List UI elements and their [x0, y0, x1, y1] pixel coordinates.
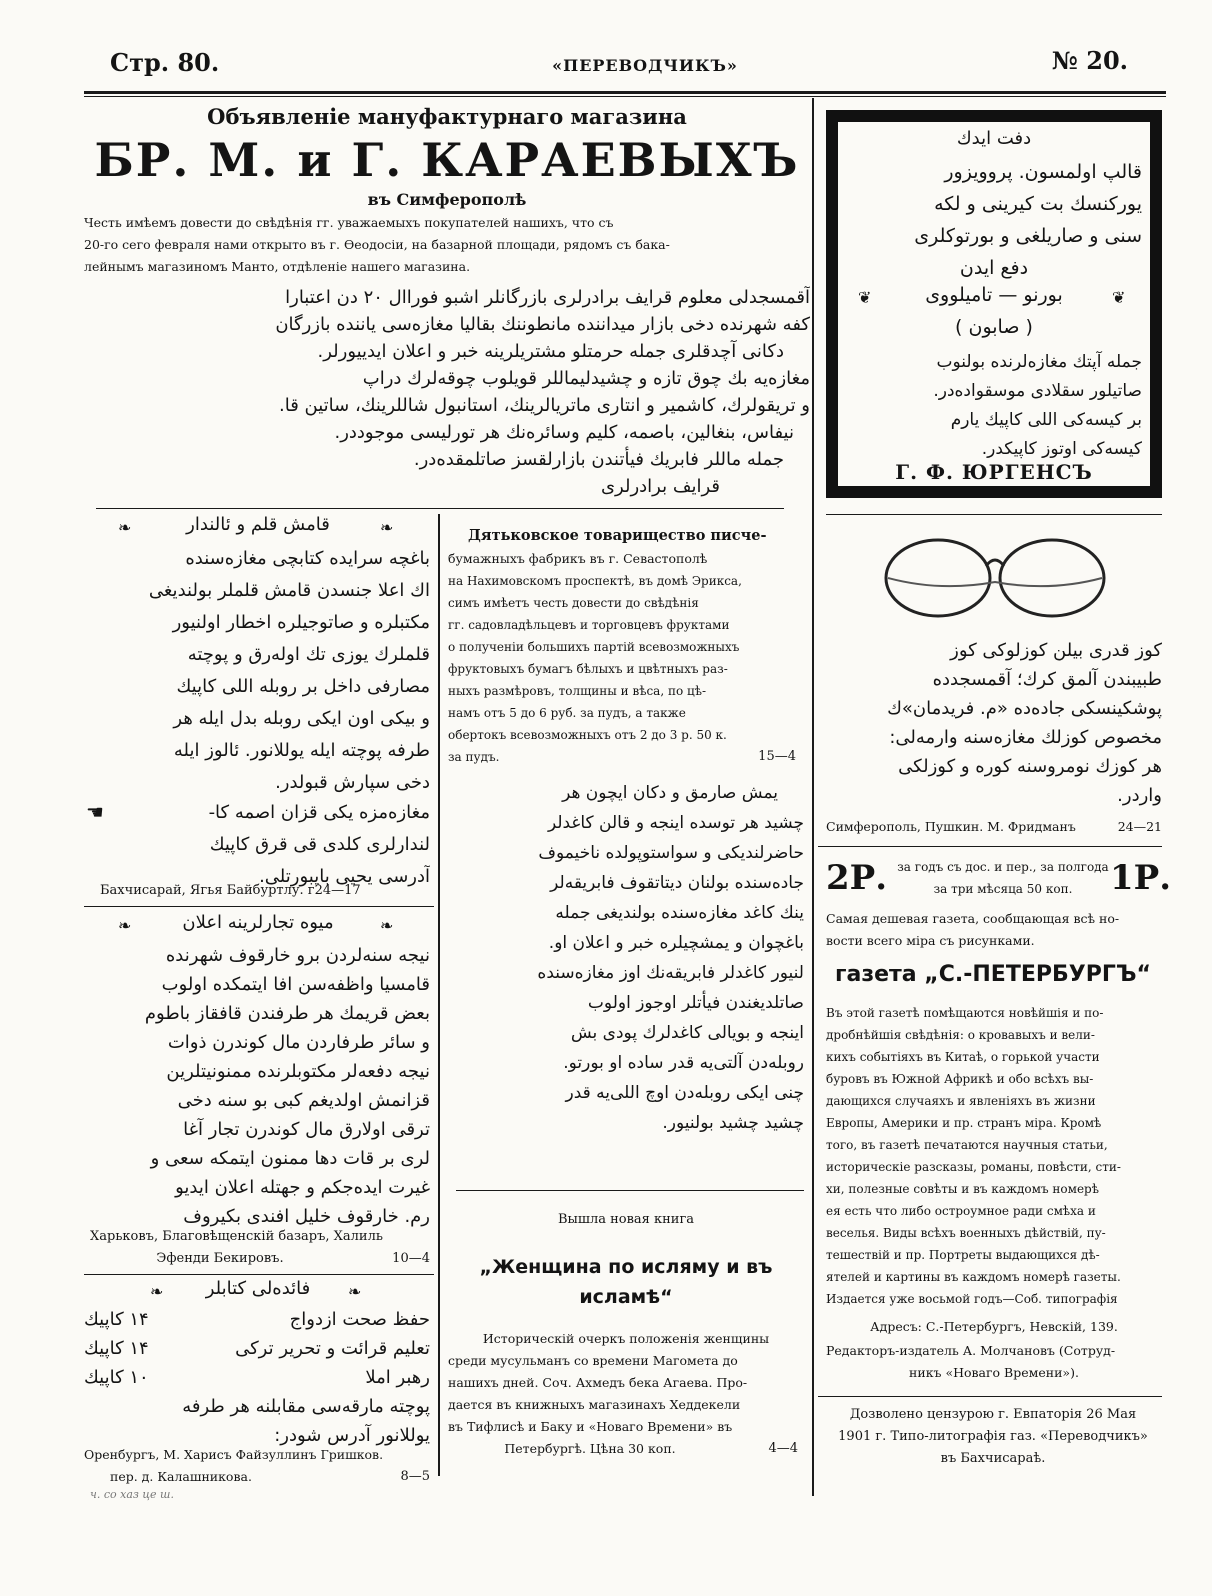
paper-tatar-line: روبله‌دن آلتی‌یه قدر ساده او بورتو.	[563, 1053, 804, 1073]
spb-body-line: того, въ газетѣ печатаются научныя статьи,	[826, 1138, 1108, 1152]
paper-line: гг. садовладѣльцевъ и торговцевъ фруктами	[448, 618, 730, 632]
book-notice-line: нашихъ дней. Соч. Ахмедъ бека Агаева. Про-	[448, 1375, 748, 1390]
eyeglasses-icon	[880, 526, 1110, 622]
soap-product: بورنو — تامیلووی	[925, 284, 1063, 306]
pen-heading: قامش قلم و ئالندار	[186, 514, 330, 535]
soap-line: سنی و صاریلغی و بورتوکلری	[914, 225, 1142, 247]
paper-line: бумажныхъ фабрикъ въ г. Севастополѣ	[448, 551, 708, 566]
imprint-line: въ Бахчисараѣ.	[940, 1451, 1046, 1466]
book-title: تعلیم قرائت و تحریر ترکی	[235, 1338, 430, 1359]
fruit-footer: Эфенди Бекировъ.	[156, 1251, 284, 1266]
karaev-tatar-line: و تریقولرك، کاشمیر و انتاری ماتریالرینك، استانبول شاللرینك، ساتین قا.	[278, 395, 810, 416]
paper-line: симъ имѣетъ честь довести до свѣдѣнія	[448, 596, 699, 610]
spb-body-line: Издается уже восьмой годъ—Соб. типографія	[826, 1292, 1118, 1306]
paper-tatar-line: چشید هر توسده اینجه و قالن کاغدلر	[547, 813, 804, 833]
fruit-code: 10—4	[392, 1251, 430, 1266]
spb-body-line: ятелей и картины въ каждомъ номерѣ газеты.	[826, 1270, 1121, 1284]
imprint-line: Дозволено цензурою г. Евпаторія 26 Мая	[849, 1407, 1137, 1422]
karaev-tatar-line: دکانی آچدقلری جمله حرمتلو مشتریلرینه خبر و اعلان ایدییورلر.	[317, 341, 784, 362]
spb-title: газета „С.-ПЕТЕРБУРГЪ“	[835, 962, 1151, 987]
spb-body-line: дающихся случаяхъ и явленіяхъ въ жизни	[826, 1094, 1096, 1108]
pen-line: آدرسی یحیی بایبورتلی.	[259, 866, 430, 887]
ornament-icon: ❧	[348, 1282, 362, 1301]
soap-heading: دفت ایدك	[956, 128, 1032, 149]
book-notice-kicker: Вышла новая книга	[557, 1212, 695, 1227]
imprint-line: 1901 г. Типо-литографія газ. «Переводчикъ»	[838, 1429, 1148, 1444]
paper-line: фруктовыхъ бумагъ бѣлыхъ и цвѣтныхъ раз-	[448, 662, 728, 676]
spb-body-line: тешествій и пр. Портреты выдающихся дѣ-	[826, 1248, 1100, 1262]
glasses-line: واردر.	[1117, 785, 1162, 806]
pen-line: مصارفی داخل بر روبله اللی کاپیك	[176, 676, 430, 697]
karaev-bottom-rule	[96, 508, 784, 509]
fruit-line: و سائر طرفاردن مال کوندرن ذوات	[167, 1032, 430, 1053]
glasses-line: کوز قدری بیلن کوزلوکی کوز	[950, 640, 1162, 661]
books-code: 8—5	[400, 1469, 430, 1484]
pen-line: مغازه‌مزه یکی قزان اصمه کا-	[208, 802, 430, 823]
glasses-code: 24—21	[1117, 819, 1162, 834]
paper-line: намъ отъ 5 до 6 руб. за пудъ, а также	[448, 706, 686, 720]
books-footer: пер. д. Калашникова.	[110, 1469, 252, 1484]
paper-tatar-line: چنی ایکی روبله‌دن اوچ اللی‌یه قدر	[565, 1083, 804, 1103]
book-price: ۱۴ کاپیك	[84, 1338, 149, 1359]
karaev-tatar-line: آقمسجدلی معلوم قرایف برادرلری بازرگانلر اشبو فوراال ۲۰ دن اعتبارا	[285, 287, 810, 308]
soap-line: صاتیلور سقلادی موسقواده‌در.	[933, 381, 1142, 401]
soap-line: دفع ایدن	[959, 257, 1029, 279]
paper-bottom-rule	[456, 1190, 804, 1191]
book-notice-code: 4—4	[768, 1441, 798, 1456]
karaev-russian-line: 20-го сего февраля нами открыто въ г. Ѳеодосіи, на базарной площади, рядомъ съ бака-	[84, 237, 670, 252]
karaev-tatar-line: نیفاس، بنغالین، باصمه، کلیم وسائره‌نك هر تورلیسی موجوددر.	[334, 422, 794, 443]
price-halfyear: 1Р.	[1110, 858, 1172, 898]
fruit-line: رم. خارقوف خلیل افندی بکیروف	[183, 1206, 430, 1227]
spb-bottom-rule	[818, 1396, 1162, 1397]
paper-line: Дятьковское товарищество писче-	[468, 527, 767, 544]
paper-tatar-line: لنیور کاغدلر فابریقه‌نك اوز مغازه‌سنده	[537, 963, 804, 983]
spb-body-line: Въ этой газетѣ помѣщаются новѣйшія и по-	[826, 1006, 1104, 1020]
karaev-tatar-line: کفه شهرنده دخی بازار میداننده مانطوننك بقالیا مغازه‌سی یاننده بازرگان	[275, 314, 810, 335]
soap-line: بر کیسه‌کی اللی کاپیك یارم	[950, 410, 1142, 430]
book-notice-line: въ Тифлисѣ и Баку и «Новаго Времени» въ	[448, 1419, 733, 1434]
fruit-line: قزانمش اولدیغم کبی بو سنه دخی	[177, 1090, 430, 1111]
handwritten-note: ч. со хаз це ш.	[90, 1488, 174, 1501]
price-year: 2Р.	[826, 858, 888, 898]
pen-line: لندارلری کلدی قی قرق کاپیك	[209, 834, 430, 855]
glasses-line: طبیبندن آلمق کرك؛ آقمسجدده	[932, 669, 1162, 690]
spb-terms: за годъ съ дос. и пер., за полгода	[897, 860, 1109, 874]
book-notice-line: Историческій очеркъ положенія женщины	[482, 1331, 770, 1346]
fruit-line: نیجه سنه‌لردن برو خارقوف شهرنده	[165, 945, 430, 966]
fruit-line: غیرت ایده‌جکم و جهتله اعلان ایدیو	[175, 1177, 430, 1198]
header-rule	[84, 91, 1166, 94]
ornament-icon: ❧	[150, 1282, 164, 1301]
spb-body-line: кихъ событіяхъ въ Китаѣ, о горькой участи	[826, 1050, 1100, 1064]
karaev-russian-line: лейнымъ магазиномъ Манто, отдѣленіе нашего магазина.	[84, 259, 471, 274]
fruit-line: نیجه دفعه‌لر مکتوبلرنده ممنونیتلرین	[166, 1061, 430, 1082]
paper-line: обертокъ всевозможныхъ отъ 2 до 3 р. 50 к.	[448, 728, 727, 742]
pen-line: طرفه پوچته ایله یوللانور. ئالوز ایله	[173, 740, 430, 761]
spb-editor: никъ «Новаго Времени»).	[909, 1365, 1079, 1380]
karaev-russian-line: Честь имѣемъ довести до свѣдѣнія гг. уважаемыхъ покупателей нашихъ, что съ	[84, 215, 614, 230]
spb-body-line: веселья. Виды всѣхъ военныхъ дѣйствій, пу-	[826, 1226, 1106, 1240]
fruit-bottom-rule	[84, 1274, 434, 1275]
newspaper-title: «ПЕРЕВОДЧИКЪ»	[552, 56, 738, 75]
soap-advertisement	[826, 110, 1162, 498]
books-line: پوچته مارقه‌سی مقابلنه هر طرفه	[182, 1396, 430, 1417]
soap-line: قالپ اولمسون. پروویزور	[944, 161, 1142, 183]
fruit-line: قامسیا واظفه‌سن افا ایتمکده اولوب	[161, 974, 430, 995]
issue-number: № 20.	[1051, 46, 1128, 75]
karaev-brand: БР. М. и Г. КАРАЕВЫХЪ	[94, 133, 800, 187]
page-number: Стр. 80.	[110, 48, 220, 77]
paper-tatar-line: جاده‌سنده بولنان دیتاتقوف فابریقه‌لر	[550, 873, 804, 893]
spb-tagline: Самая дешевая газета, сообщающая всѣ но-	[826, 911, 1120, 926]
book-title: حفظ صحت ازدواج	[289, 1309, 430, 1330]
books-line: یوللانور آدرس شودر:	[274, 1425, 430, 1446]
books-footer: Оренбургъ, М. Харисъ Файзуллинъ Гришков.	[84, 1447, 384, 1462]
spb-tagline: вости всего міра съ рисунками.	[826, 933, 1035, 948]
pointing-hand-icon: ☚	[86, 800, 104, 824]
karaev-tatar-line: مغازه‌یه بك چوق تازه و چشیدلیماللر قویلوب چوقه‌لرك دراپ	[362, 368, 810, 389]
paper-tatar-line: اینجه و بویالی کاغدلرك پودی بش	[570, 1023, 804, 1043]
paper-tatar-line: یمش صارمق و دکان ایچون هر	[562, 783, 778, 803]
fruit-heading: میوه تجارلرینه اعلان	[182, 912, 334, 933]
spb-body-line: ея есть что либо остроумное ради смѣха и	[826, 1204, 1096, 1218]
soap-line: جمله آپتك مغازه‌لرنده بولنوب	[936, 352, 1142, 372]
paper-code: 15—4	[758, 749, 796, 764]
soap-bottom-rule	[826, 514, 1162, 515]
glasses-footer: Симферополь, Пушкин. М. Фридманъ	[826, 819, 1076, 834]
fruit-line: ترقی اولارق مال کوندرن تجار آغا	[183, 1119, 430, 1140]
spb-body-line: Европы, Америки и пр. странъ міра. Кромѣ	[826, 1116, 1102, 1130]
ornament-icon: ❧	[118, 518, 132, 537]
pen-line: مکتبلره و صاتوجیلره اخطار اولنیور	[172, 612, 430, 633]
spb-terms: за три мѣсяца 50 коп.	[933, 882, 1073, 896]
pen-line: و بیکی اون ایکی روبله بدل ایله هر	[173, 708, 430, 729]
paper-tatar-line: چشید چشید بولنیور.	[662, 1113, 804, 1133]
spb-address: Адресъ: С.-Петербургъ, Невскій, 139.	[870, 1319, 1118, 1334]
paper-line: ныхъ размѣровъ, толщины и вѣса, по цѣ-	[448, 684, 706, 698]
fruit-line: بعض قریمك هر طرفندن قافقاز باطوم	[144, 1003, 430, 1024]
book-notice-title: „Женщина по исляму и въ	[479, 1256, 773, 1278]
glasses-line: هر کوزك نومرو‌سنه کوره و کوزلکی	[898, 756, 1162, 777]
paper-line: на Нахимовскомъ проспектѣ, въ домѣ Эрикса,	[448, 574, 742, 588]
ornament-icon: ❧	[380, 916, 394, 935]
book-price: ۱۰ کاپیك	[84, 1367, 149, 1388]
karaev-heading: Объявленіе мануфактурнаго магазина	[207, 104, 687, 129]
spb-body-line: буровъ въ Южной Африкѣ и обо всѣхъ вы-	[826, 1072, 1094, 1086]
soap-line: یورکنسك بت کیرینی و لکه	[934, 193, 1142, 215]
books-heading: فائده‌لی کتابلر	[205, 1278, 311, 1299]
ornament-icon: ❧	[380, 518, 394, 537]
paper-line: за пудъ.	[448, 750, 500, 764]
book-notice-line: Петербургѣ. Цѣна 30 коп.	[504, 1441, 676, 1456]
paper-tatar-line: ینك کاغد مغازه‌سنده بولندیغی جمله	[555, 903, 804, 923]
pen-line: اك اعلا جنسدن قامش قلملر بولندیغی	[148, 580, 430, 601]
karaev-signature: قرایف برادرلری	[600, 476, 720, 497]
ornament-icon: ❧	[118, 916, 132, 935]
book-title: رهبر املا	[365, 1367, 430, 1388]
soap-product-sub: ( صابون )	[955, 316, 1033, 338]
pen-line: قلملرك یوزی تك اوله‌رق و پوچته	[187, 644, 430, 665]
spb-body-line: дробнѣйшія свѣдѣнія: о кровавыхъ и вели-	[826, 1028, 1095, 1042]
header-rule-thin	[84, 96, 1166, 97]
paper-tatar-line: حاضرلندیکی و سواستوپولده ناخیموف	[538, 843, 804, 863]
pen-bottom-rule	[84, 906, 434, 907]
book-price: ۱۴ کاپیك	[84, 1309, 149, 1330]
karaev-location: въ Симферополѣ	[367, 190, 527, 209]
ornament-icon: ❦	[858, 288, 872, 307]
fruit-line: لری بر قات دها ممنون ایتمکه سعی و	[150, 1148, 430, 1169]
spb-editor: Редакторъ-издатель А. Молчановъ (Сотруд-	[826, 1343, 1116, 1358]
soap-line: کیسه‌کی اوتوز کاپیکدر.	[981, 439, 1142, 459]
book-notice-line: среди мусульманъ со времени Магомета до	[448, 1353, 738, 1368]
pen-footer: Бахчисарай, Ягья Байбуртлу. г24—17	[100, 883, 361, 898]
spb-body-line: хи, полезные совѣты и въ каждомъ номерѣ	[826, 1182, 1099, 1196]
column-rule-left	[438, 514, 440, 1476]
glasses-line: پوشکینسکی جاده‌ده «م. فریدمان»ك	[887, 698, 1162, 719]
column-rule-right	[812, 98, 814, 1496]
book-notice-line: дается въ книжныхъ магазинахъ Хеддекели	[448, 1397, 741, 1412]
book-notice-title: исламѣ“	[579, 1286, 673, 1308]
ornament-icon: ❦	[1112, 288, 1126, 307]
spb-body-line: историческіе разсказы, романы, повѣсти, сти-	[826, 1160, 1121, 1174]
pen-line: دخی سپارش قبولدر.	[275, 772, 430, 793]
paper-tatar-line: صاتلدیغندن فیأتلر اوجوز اولوب	[587, 993, 804, 1013]
pen-line: باغچه سرایده کتابچی مغازه‌سنده	[185, 548, 430, 569]
paper-tatar-line: باغچوان و یمشچیلره خبر و اعلان او.	[548, 933, 804, 953]
glasses-bottom-rule	[818, 846, 1162, 847]
paper-line: о полученіи большихъ партій всевозможныхъ	[448, 640, 740, 654]
fruit-footer: Харьковъ, Благовѣщенскій базаръ, Халиль	[90, 1229, 383, 1244]
karaev-tatar-line: جمله ماللر فابریك فیأتندن بازارلقسز صاتلمقده‌در.	[413, 449, 784, 470]
soap-signature: Г. Ф. ЮРГЕНСЪ	[895, 460, 1093, 484]
glasses-line: مخصوص کوزلك مغازه‌سنه وارمه‌لی:	[889, 727, 1162, 748]
